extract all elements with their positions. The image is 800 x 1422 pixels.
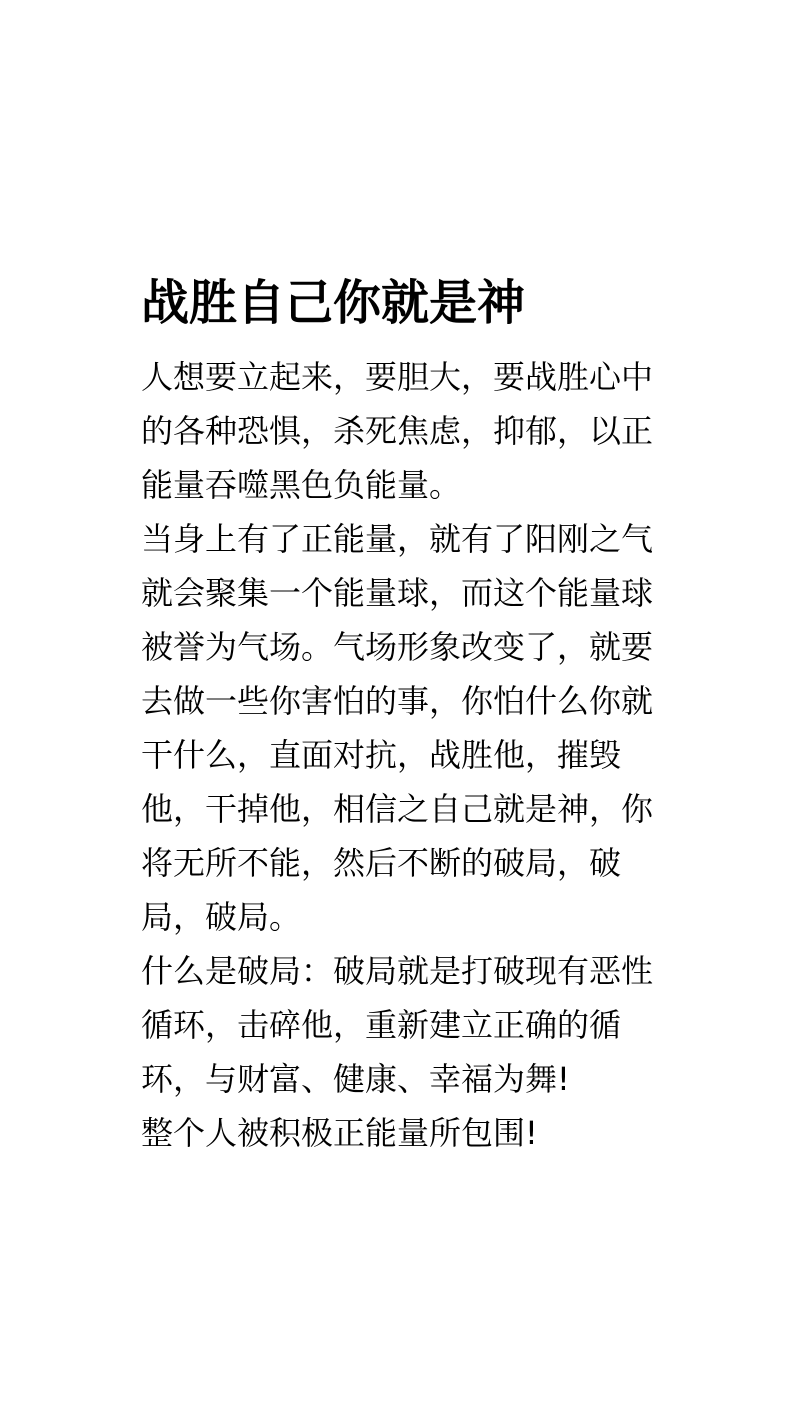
- text-line: 将无所不能，然后不断的破局，破: [141, 844, 622, 882]
- text-line: 当身上有了正能量，就有了阳刚之气: [141, 520, 654, 558]
- paragraph: [141, 1106, 661, 1160]
- paragraph: [141, 512, 661, 944]
- text-line: 去做一些你害怕的事，你怕什么你就: [141, 682, 654, 720]
- text-line: 环，与财富、健康、幸福为舞!: [141, 1060, 570, 1098]
- text-line: 循环，击碎他，重新建立正确的循: [141, 1006, 622, 1044]
- text-line: 就会聚集一个能量球，而这个能量球: [141, 574, 654, 612]
- text-line: 干什么，直面对抗，战胜他，摧毁: [141, 736, 622, 774]
- text-line: 局，破局。: [141, 898, 302, 936]
- article: [141, 272, 661, 1160]
- article-title: 战胜自己你就是神: [141, 275, 526, 331]
- text-line: 的各种恐惧，杀死焦虑，抑郁，以正: [141, 412, 654, 450]
- text-line: 整个人被积极正能量所包围!: [141, 1114, 538, 1152]
- paragraph: [141, 944, 661, 1106]
- text-line: 能量吞噬黑色负能量。: [141, 466, 462, 504]
- article-body: [141, 350, 661, 1160]
- text-line: 他，干掉他，相信之自己就是神，你: [141, 790, 654, 828]
- text-line: 人想要立起来，要胆大，要战胜心中: [141, 358, 654, 396]
- paragraph: [141, 350, 661, 512]
- text-line: 被誉为气场。气场形象改变了，就要: [141, 628, 654, 666]
- text-line: 什么是破局：破局就是打破现有恶性: [141, 952, 654, 990]
